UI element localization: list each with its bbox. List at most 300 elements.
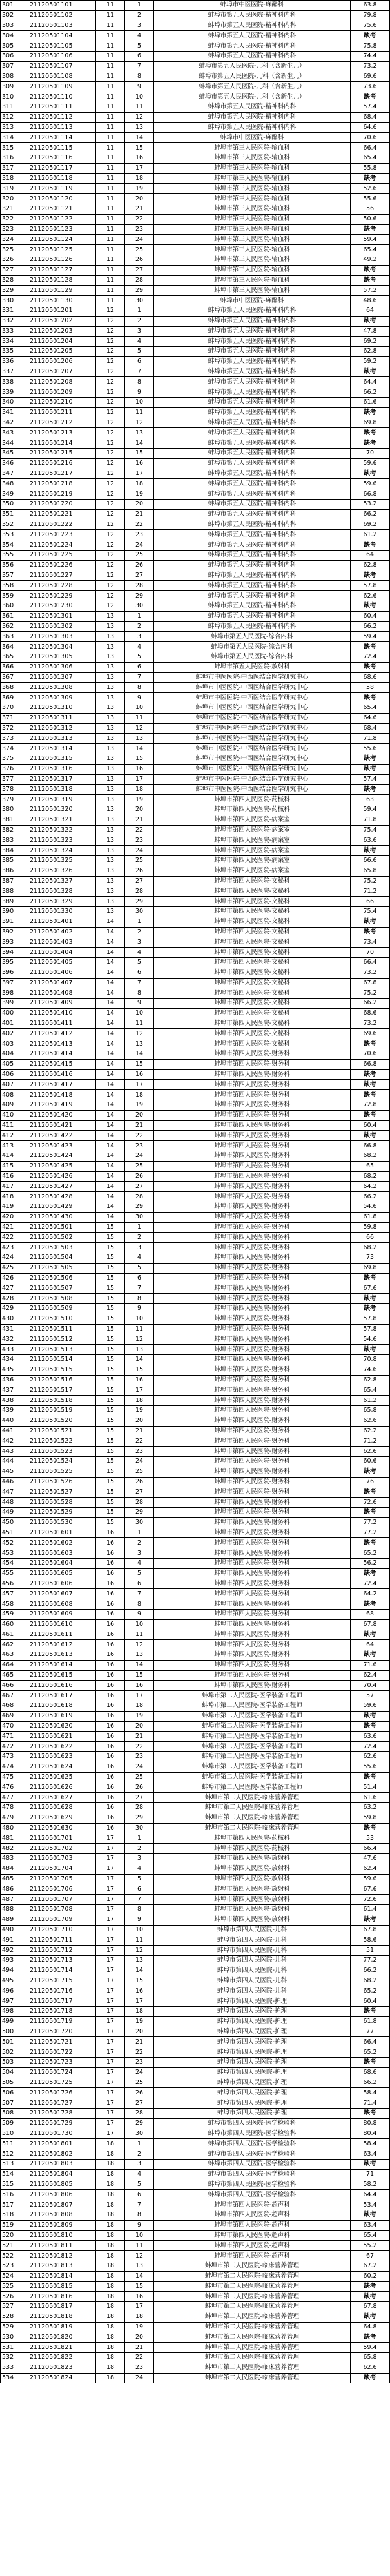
ticket-number-cell: 21120501403 [28, 937, 96, 948]
seq-cell: 402 [1, 1029, 28, 1039]
ticket-number-cell: 21120501204 [28, 337, 96, 347]
unit-position-cell: 蚌埠市第四人民医院-财务科 [154, 1456, 351, 1467]
ticket-number-cell: 21120501614 [28, 1660, 96, 1670]
ticket-number-cell: 21120501503 [28, 1243, 96, 1253]
seat-cell: 26 [125, 1477, 154, 1487]
seat-cell: 29 [125, 2118, 154, 2129]
score-cell: 64.6 [351, 713, 390, 723]
room-cell: 13 [96, 876, 125, 886]
score-cell: 79.8 [351, 10, 390, 21]
table-row [1, 2067, 390, 2078]
seq-cell: 304 [1, 31, 28, 41]
seq-cell: 410 [1, 1110, 28, 1120]
unit-position-cell: 蚌埠市第二人民医院-临床营养管理 [154, 2332, 351, 2343]
unit-position-cell: 蚌埠市中医医院-中西医结合医学研究中心 [154, 723, 351, 734]
room-cell: 12 [96, 387, 125, 398]
table-row [1, 245, 390, 255]
ticket-number-cell: 21120501105 [28, 41, 96, 52]
table-row [1, 398, 390, 408]
ticket-number-cell: 21120501804 [28, 2169, 96, 2180]
room-cell: 14 [96, 968, 125, 978]
ticket-number-cell: 21120501824 [28, 2373, 96, 2383]
table-row [1, 2251, 390, 2261]
score-cell: 67.8 [351, 1619, 390, 1630]
score-cell: 66.2 [351, 509, 390, 520]
score-cell: 56 [351, 204, 390, 214]
room-cell: 13 [96, 815, 125, 825]
ticket-number-cell: 21120501818 [28, 2312, 96, 2322]
unit-position-cell: 蚌埠市第四人民医院-财务科 [154, 1294, 351, 1304]
ticket-number-cell: 21120501227 [28, 571, 96, 581]
score-cell: 缺考 [351, 275, 390, 286]
ticket-number-cell: 21120501311 [28, 713, 96, 723]
ticket-number-cell: 21120501725 [28, 2078, 96, 2088]
seq-cell: 424 [1, 1253, 28, 1264]
ticket-number-cell: 21120501415 [28, 1059, 96, 1069]
seq-cell: 419 [1, 1202, 28, 1213]
seq-cell: 354 [1, 540, 28, 551]
seq-cell: 417 [1, 1182, 28, 1192]
ticket-number-cell: 21120501223 [28, 530, 96, 540]
room-cell: 17 [96, 1915, 125, 1925]
seat-cell: 19 [125, 2322, 154, 2332]
table-row [1, 2363, 390, 2373]
unit-position-cell: 蚌埠市第五人民医院-儿科（含新生儿） [154, 92, 351, 102]
unit-position-cell: 蚌埠市第三人民医院-输血科 [154, 286, 351, 296]
room-cell: 17 [96, 2108, 125, 2118]
room-cell: 14 [96, 1090, 125, 1100]
score-cell: 65 [351, 1161, 390, 1171]
table-row [1, 1925, 390, 1935]
seq-cell: 328 [1, 275, 28, 286]
seat-cell: 8 [125, 683, 154, 693]
seq-cell: 404 [1, 1049, 28, 1060]
seq-cell: 486 [1, 1884, 28, 1895]
ticket-number-cell: 21120501807 [28, 2200, 96, 2210]
unit-position-cell: 蚌埠市第四人民医院-儿科 [154, 1935, 351, 1946]
table-row [1, 591, 390, 601]
unit-position-cell: 蚌埠市中医医院-中西医结合医学研究中心 [154, 744, 351, 754]
seat-cell: 19 [125, 1405, 154, 1416]
unit-position-cell: 蚌埠市第三人民医院-输血科 [154, 255, 351, 265]
table-row [1, 1212, 390, 1222]
unit-position-cell: 蚌埠市第五人民医院-精神科内科 [154, 611, 351, 621]
seat-cell: 16 [125, 1069, 154, 1080]
unit-position-cell: 蚌埠市第四人民医院-护理 [154, 2047, 351, 2058]
seq-cell: 427 [1, 1283, 28, 1294]
seq-cell: 434 [1, 1354, 28, 1365]
table-row [1, 1192, 390, 1202]
seat-cell: 4 [125, 31, 154, 41]
seq-cell: 478 [1, 1803, 28, 1813]
seq-cell: 383 [1, 835, 28, 846]
seat-cell: 9 [125, 999, 154, 1009]
score-cell: 缺考 [351, 1823, 390, 1833]
seq-cell: 482 [1, 1844, 28, 1854]
seat-cell: 12 [125, 418, 154, 428]
score-cell: 62.6 [351, 1447, 390, 1457]
room-cell: 16 [96, 1762, 125, 1772]
score-cell: 74.4 [351, 51, 390, 61]
score-cell: 缺考 [351, 2108, 390, 2118]
unit-position-cell: 蚌埠市第四人民医院-护理 [154, 2057, 351, 2067]
seq-cell: 372 [1, 723, 28, 734]
room-cell: 15 [96, 1447, 125, 1457]
seq-cell: 359 [1, 591, 28, 601]
unit-position-cell: 蚌埠市第二人民医院-医学装备工程师 [154, 1732, 351, 1742]
score-cell: 缺考 [351, 642, 390, 652]
room-cell: 17 [96, 1976, 125, 1986]
seq-cell: 519 [1, 2220, 28, 2230]
unit-position-cell: 蚌埠市第四人民医院-文秘科 [154, 897, 351, 907]
ticket-number-cell: 21120501428 [28, 1192, 96, 1202]
unit-position-cell: 蚌埠市第四人民医院-财务科 [154, 1100, 351, 1111]
ticket-number-cell: 21120501302 [28, 621, 96, 632]
seat-cell: 6 [125, 1884, 154, 1895]
seq-cell: 399 [1, 999, 28, 1009]
unit-position-cell: 蚌埠市第四人民医院-文秘科 [154, 957, 351, 968]
ticket-number-cell: 21120501712 [28, 1946, 96, 1956]
score-cell: 71.6 [351, 1660, 390, 1670]
score-cell: 59.4 [351, 2343, 390, 2353]
ticket-number-cell: 21120501114 [28, 133, 96, 143]
seat-cell: 20 [125, 500, 154, 510]
seat-cell: 16 [125, 764, 154, 774]
table-row [1, 1069, 390, 1080]
ticket-number-cell: 21120501823 [28, 2363, 96, 2373]
room-cell: 12 [96, 398, 125, 408]
seat-cell: 24 [125, 1151, 154, 1162]
unit-position-cell: 蚌埠市第二人民医院-医学装备工程师 [154, 1721, 351, 1732]
table-row [1, 1263, 390, 1273]
seq-cell: 379 [1, 795, 28, 805]
seq-cell: 476 [1, 1782, 28, 1793]
table-row [1, 571, 390, 581]
seat-cell: 30 [125, 1212, 154, 1222]
ticket-number-cell: 21120501408 [28, 988, 96, 999]
unit-position-cell: 蚌埠市第四人民医院-财务科 [154, 1498, 351, 1508]
table-row [1, 122, 390, 133]
ticket-number-cell: 21120501115 [28, 143, 96, 153]
table-row [1, 337, 390, 347]
seq-cell: 356 [1, 560, 28, 571]
seq-cell: 522 [1, 2251, 28, 2261]
seat-cell: 4 [125, 948, 154, 958]
table-row [1, 713, 390, 723]
score-cell: 73.6 [351, 82, 390, 92]
room-cell: 16 [96, 1640, 125, 1650]
seat-cell: 12 [125, 1029, 154, 1039]
score-cell: 缺考 [351, 1650, 390, 1661]
table-row [1, 61, 390, 72]
seat-cell: 16 [125, 1681, 154, 1691]
ticket-number-cell: 21120501127 [28, 265, 96, 275]
ticket-number-cell: 21120501411 [28, 1019, 96, 1029]
ticket-number-cell: 21120501410 [28, 1008, 96, 1019]
ticket-number-cell: 21120501509 [28, 1304, 96, 1314]
seq-cell: 448 [1, 1498, 28, 1508]
ticket-number-cell: 21120501215 [28, 449, 96, 459]
room-cell: 16 [96, 1742, 125, 1752]
unit-position-cell: 蚌埠市第四人民医院-财务科 [154, 1436, 351, 1447]
seq-cell: 406 [1, 1069, 28, 1080]
score-cell: 68.6 [351, 672, 390, 683]
seq-cell: 348 [1, 479, 28, 489]
seat-cell: 28 [125, 275, 154, 286]
seq-cell: 343 [1, 428, 28, 438]
table-row [1, 1354, 390, 1365]
seat-cell: 19 [125, 795, 154, 805]
seq-cell: 451 [1, 1528, 28, 1538]
ticket-number-cell: 21120501424 [28, 1151, 96, 1162]
seat-cell: 24 [125, 235, 154, 245]
ticket-number-cell: 21120501512 [28, 1334, 96, 1345]
score-cell: 66.4 [351, 2037, 390, 2047]
table-row [1, 968, 390, 978]
ticket-number-cell: 21120501321 [28, 815, 96, 825]
table-row [1, 1548, 390, 1559]
unit-position-cell: 蚌埠市第四人民医院-医学检验科 [154, 2139, 351, 2149]
ticket-number-cell: 21120501627 [28, 1793, 96, 1803]
ticket-number-cell: 21120501123 [28, 224, 96, 235]
unit-position-cell: 蚌埠市第四人民医院-财务科 [154, 1324, 351, 1334]
score-cell: 61.4 [351, 1905, 390, 1915]
table-row [1, 194, 390, 204]
table-row [1, 1895, 390, 1905]
seat-cell: 24 [125, 1456, 154, 1467]
table-row [1, 2230, 390, 2241]
unit-position-cell: 蚌埠市第五人民医院-精神科内科 [154, 337, 351, 347]
score-cell: 缺考 [351, 1711, 390, 1721]
score-cell: 66 [351, 1233, 390, 1243]
score-cell: 64 [351, 551, 390, 561]
score-cell: 缺考 [351, 917, 390, 927]
unit-position-cell: 蚌埠市第四人民医院-财务科 [154, 1243, 351, 1253]
table-row [1, 2292, 390, 2302]
unit-position-cell: 蚌埠市第三人民医院-输血科 [154, 184, 351, 194]
score-cell: 64 [351, 1640, 390, 1650]
table-row [1, 133, 390, 143]
table-row [1, 2312, 390, 2322]
ticket-number-cell: 21120501709 [28, 1915, 96, 1925]
room-cell: 15 [96, 1385, 125, 1396]
score-cell: 51 [351, 1946, 390, 1956]
seat-cell: 20 [125, 194, 154, 204]
seat-cell: 11 [125, 1630, 154, 1640]
room-cell: 12 [96, 520, 125, 530]
seq-cell: 323 [1, 224, 28, 235]
seat-cell: 10 [125, 703, 154, 713]
room-cell: 14 [96, 1110, 125, 1120]
score-cell: 64.4 [351, 377, 390, 387]
unit-position-cell: 蚌埠市第三人民医院-输血科 [154, 204, 351, 214]
seq-cell: 426 [1, 1273, 28, 1283]
unit-position-cell: 蚌埠市第四人民医院-财务科 [154, 1589, 351, 1599]
ticket-number-cell: 21120501121 [28, 204, 96, 214]
room-cell: 13 [96, 846, 125, 856]
room-cell: 15 [96, 1294, 125, 1304]
unit-position-cell: 蚌埠市第五人民医院-精神科内科 [154, 540, 351, 551]
room-cell: 15 [96, 1233, 125, 1243]
unit-position-cell: 蚌埠市第五人民医院-精神科内科 [154, 418, 351, 428]
table-row [1, 785, 390, 795]
table-row [1, 1131, 390, 1141]
seq-cell: 369 [1, 693, 28, 703]
unit-position-cell: 蚌埠市第五人民医院-精神科内科 [154, 489, 351, 500]
ticket-number-cell: 21120501102 [28, 10, 96, 21]
seq-cell: 454 [1, 1558, 28, 1568]
ticket-number-cell: 21120501507 [28, 1283, 96, 1294]
seat-cell: 17 [125, 1080, 154, 1090]
seq-cell: 459 [1, 1609, 28, 1619]
ticket-number-cell: 21120501504 [28, 1253, 96, 1264]
seq-cell: 472 [1, 1742, 28, 1752]
score-cell: 55.6 [351, 744, 390, 754]
seq-cell: 316 [1, 153, 28, 163]
score-cell: 69.8 [351, 418, 390, 428]
unit-position-cell: 蚌埠市第四人民医院-放射科 [154, 1915, 351, 1925]
seat-cell: 16 [125, 153, 154, 163]
table-row [1, 1742, 390, 1752]
seat-cell: 22 [125, 1131, 154, 1141]
table-row [1, 1782, 390, 1793]
seat-cell: 28 [125, 1803, 154, 1813]
seq-cell: 338 [1, 377, 28, 387]
unit-position-cell: 蚌埠市第四人民医院-文秘科 [154, 988, 351, 999]
seat-cell: 13 [125, 1039, 154, 1049]
room-cell: 11 [96, 235, 125, 245]
seat-cell: 12 [125, 2251, 154, 2261]
room-cell: 14 [96, 999, 125, 1009]
score-cell: 47.6 [351, 1854, 390, 1864]
seat-cell: 19 [125, 184, 154, 194]
seat-cell: 11 [125, 1019, 154, 1029]
unit-position-cell: 蚌埠市第二人民医院-临床营养管理 [154, 1803, 351, 1813]
seat-cell: 2 [125, 316, 154, 326]
ticket-number-cell: 21120501520 [28, 1416, 96, 1426]
unit-position-cell: 蚌埠市第二人民医院-医学装备工程师 [154, 1782, 351, 1793]
room-cell: 11 [96, 153, 125, 163]
table-row [1, 428, 390, 438]
seat-cell: 11 [125, 1324, 154, 1334]
unit-position-cell: 蚌埠市第四人民医院-财务科 [154, 1558, 351, 1568]
seat-cell: 25 [125, 1161, 154, 1171]
score-cell: 70.6 [351, 1049, 390, 1060]
table-row [1, 1630, 390, 1640]
unit-position-cell: 蚌埠市第五人民医院-精神科内科 [154, 581, 351, 591]
unit-position-cell: 蚌埠市第四人民医院-儿科 [154, 1966, 351, 1976]
score-cell: 61.2 [351, 1396, 390, 1406]
table-row [1, 2118, 390, 2129]
score-cell: 63.8 [351, 1, 390, 11]
seat-cell: 2 [125, 927, 154, 937]
seq-cell: 390 [1, 906, 28, 917]
ticket-number-cell: 21120501720 [28, 2027, 96, 2037]
room-cell: 13 [96, 723, 125, 734]
seq-cell: 492 [1, 1946, 28, 1956]
seat-cell: 4 [125, 1558, 154, 1568]
table-row [1, 449, 390, 459]
table-row [1, 224, 390, 235]
room-cell: 18 [96, 2230, 125, 2241]
ticket-number-cell: 21120501521 [28, 1426, 96, 1436]
seat-cell: 23 [125, 2057, 154, 2067]
ticket-number-cell: 21120501315 [28, 754, 96, 764]
ticket-number-cell: 21120501316 [28, 764, 96, 774]
seq-cell: 397 [1, 978, 28, 988]
unit-position-cell: 蚌埠市第二人民医院-医学装备工程师 [154, 1772, 351, 1782]
table-row [1, 21, 390, 31]
unit-position-cell: 蚌埠市第四人民医院-护理 [154, 2027, 351, 2037]
table-row [1, 1996, 390, 2007]
score-cell: 63.6 [351, 1732, 390, 1742]
table-row [1, 1151, 390, 1162]
table-row [1, 2098, 390, 2109]
seq-cell: 408 [1, 1090, 28, 1100]
ticket-number-cell: 21120501510 [28, 1314, 96, 1324]
unit-position-cell: 蚌埠市第四人民医院-文秘科 [154, 948, 351, 958]
seat-cell: 30 [125, 1517, 154, 1528]
score-cell: 55.6 [351, 1762, 390, 1772]
score-cell: 75.4 [351, 825, 390, 835]
unit-position-cell: 蚌埠市第五人民医院-放射科 [154, 662, 351, 672]
seat-cell: 1 [125, 1833, 154, 1844]
seat-cell: 17 [125, 1996, 154, 2007]
room-cell: 12 [96, 306, 125, 316]
room-cell: 13 [96, 897, 125, 907]
ticket-number-cell: 21120501422 [28, 1131, 96, 1141]
room-cell: 14 [96, 1151, 125, 1162]
unit-position-cell: 蚌埠市第四人民医院-财务科 [154, 1120, 351, 1131]
unit-position-cell: 蚌埠市第四人民医院-财务科 [154, 1182, 351, 1192]
seq-cell: 457 [1, 1589, 28, 1599]
room-cell: 12 [96, 530, 125, 540]
room-cell: 15 [96, 1273, 125, 1283]
unit-position-cell: 蚌埠市第二人民医院-临床营养管理 [154, 2292, 351, 2302]
seq-cell: 523 [1, 2261, 28, 2271]
score-cell: 缺考 [351, 785, 390, 795]
seat-cell: 6 [125, 662, 154, 672]
seat-cell: 21 [125, 1732, 154, 1742]
table-row [1, 1334, 390, 1345]
seat-cell: 20 [125, 805, 154, 815]
ticket-number-cell: 21120501615 [28, 1670, 96, 1681]
table-row [1, 2159, 390, 2169]
seq-cell: 381 [1, 815, 28, 825]
ticket-number-cell: 21120501130 [28, 296, 96, 306]
ticket-number-cell: 21120501221 [28, 509, 96, 520]
table-row [1, 10, 390, 21]
seat-cell: 17 [125, 774, 154, 785]
seat-cell: 16 [125, 1986, 154, 1996]
room-cell: 12 [96, 500, 125, 510]
room-cell: 12 [96, 438, 125, 449]
unit-position-cell: 蚌埠市第四人民医院-文秘科 [154, 937, 351, 948]
ticket-number-cell: 21120501813 [28, 2261, 96, 2271]
table-row [1, 316, 390, 326]
table-row [1, 652, 390, 663]
ticket-number-cell: 21120501710 [28, 1925, 96, 1935]
room-cell: 18 [96, 2139, 125, 2149]
seq-cell: 477 [1, 1793, 28, 1803]
seat-cell: 15 [125, 754, 154, 764]
room-cell: 15 [96, 1334, 125, 1345]
seq-cell: 310 [1, 92, 28, 102]
score-cell: 50.6 [351, 214, 390, 224]
seat-cell: 21 [125, 815, 154, 825]
table-row [1, 1283, 390, 1294]
table-row [1, 1670, 390, 1681]
